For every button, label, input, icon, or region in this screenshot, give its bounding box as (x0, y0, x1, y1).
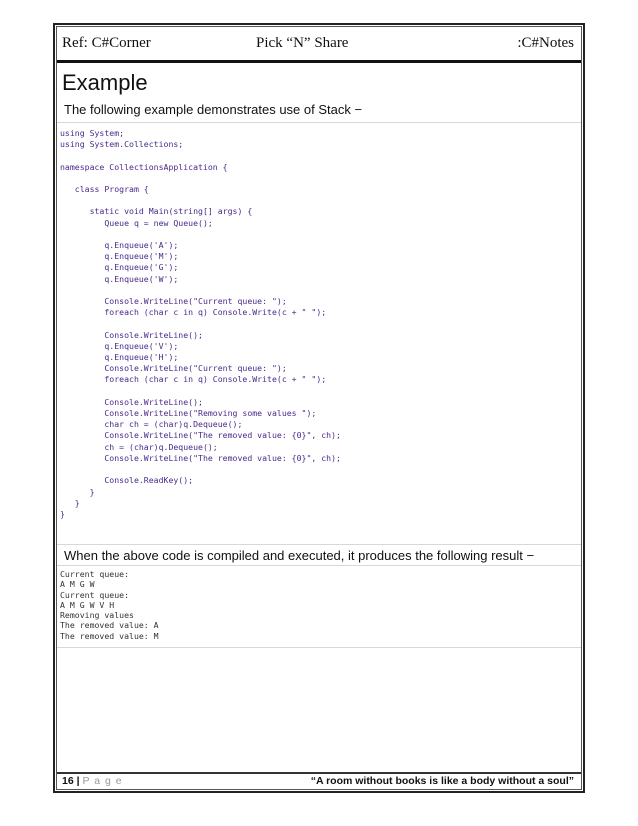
page-header (62, 35, 574, 57)
code-block: using System; using System.Collections; namespace CollectionsApplication { class Program { static void Main(string[] args) { Queue q = new Queue(); q.Enqueue('A'); q.Enqueue('M'); q.Enqueue('G'); q.Enqueue('W'); Console.WriteLine("Current queue: "); foreach (char c in q) Console.Write(c + " "); Console.WriteLine(); q.Enqueue('V'); q.Enqueue('H'); Console.WriteLine("Current queue: "); foreach (char c in q) Console.Write(c + " "); Console.WriteLine(); Console.WriteLine("Removing some values "); char ch = (char)q.Dequeue(); Console.WriteLine("The removed value: {0}", ch); ch = (char)q.Dequeue(); Console.WriteLine("The removed value: {0}", ch); Console.ReadKey(); } } } (60, 128, 341, 519)
header-rule (57, 60, 581, 63)
output-bottom-rule (57, 647, 581, 648)
page-number: 16 (62, 775, 74, 787)
code-bottom-rule (57, 544, 581, 545)
footer-rule (57, 772, 581, 774)
section-heading: Example (62, 70, 148, 95)
output-top-rule (57, 565, 581, 566)
header-right: :C#Notes (517, 35, 574, 51)
code-top-rule (57, 122, 581, 123)
footer-quote: “A room without books is like a body without a soul” (310, 775, 574, 787)
output-block: Current queue: A M G W Current queue: A M G W V H Removing values The removed value: A The removed value: M (60, 569, 159, 641)
header-center: Pick “N” Share (256, 35, 349, 51)
page-separator: | (73, 775, 83, 787)
page-label: P a g e (82, 775, 123, 787)
output-heading: When the above code is compiled and executed, it produces the following result − (64, 548, 535, 563)
intro-text: The following example demonstrates use of Stack − (64, 102, 363, 117)
footer-page (62, 775, 123, 787)
page-footer (62, 775, 574, 791)
header-left: Ref: C#Corner (62, 35, 151, 51)
